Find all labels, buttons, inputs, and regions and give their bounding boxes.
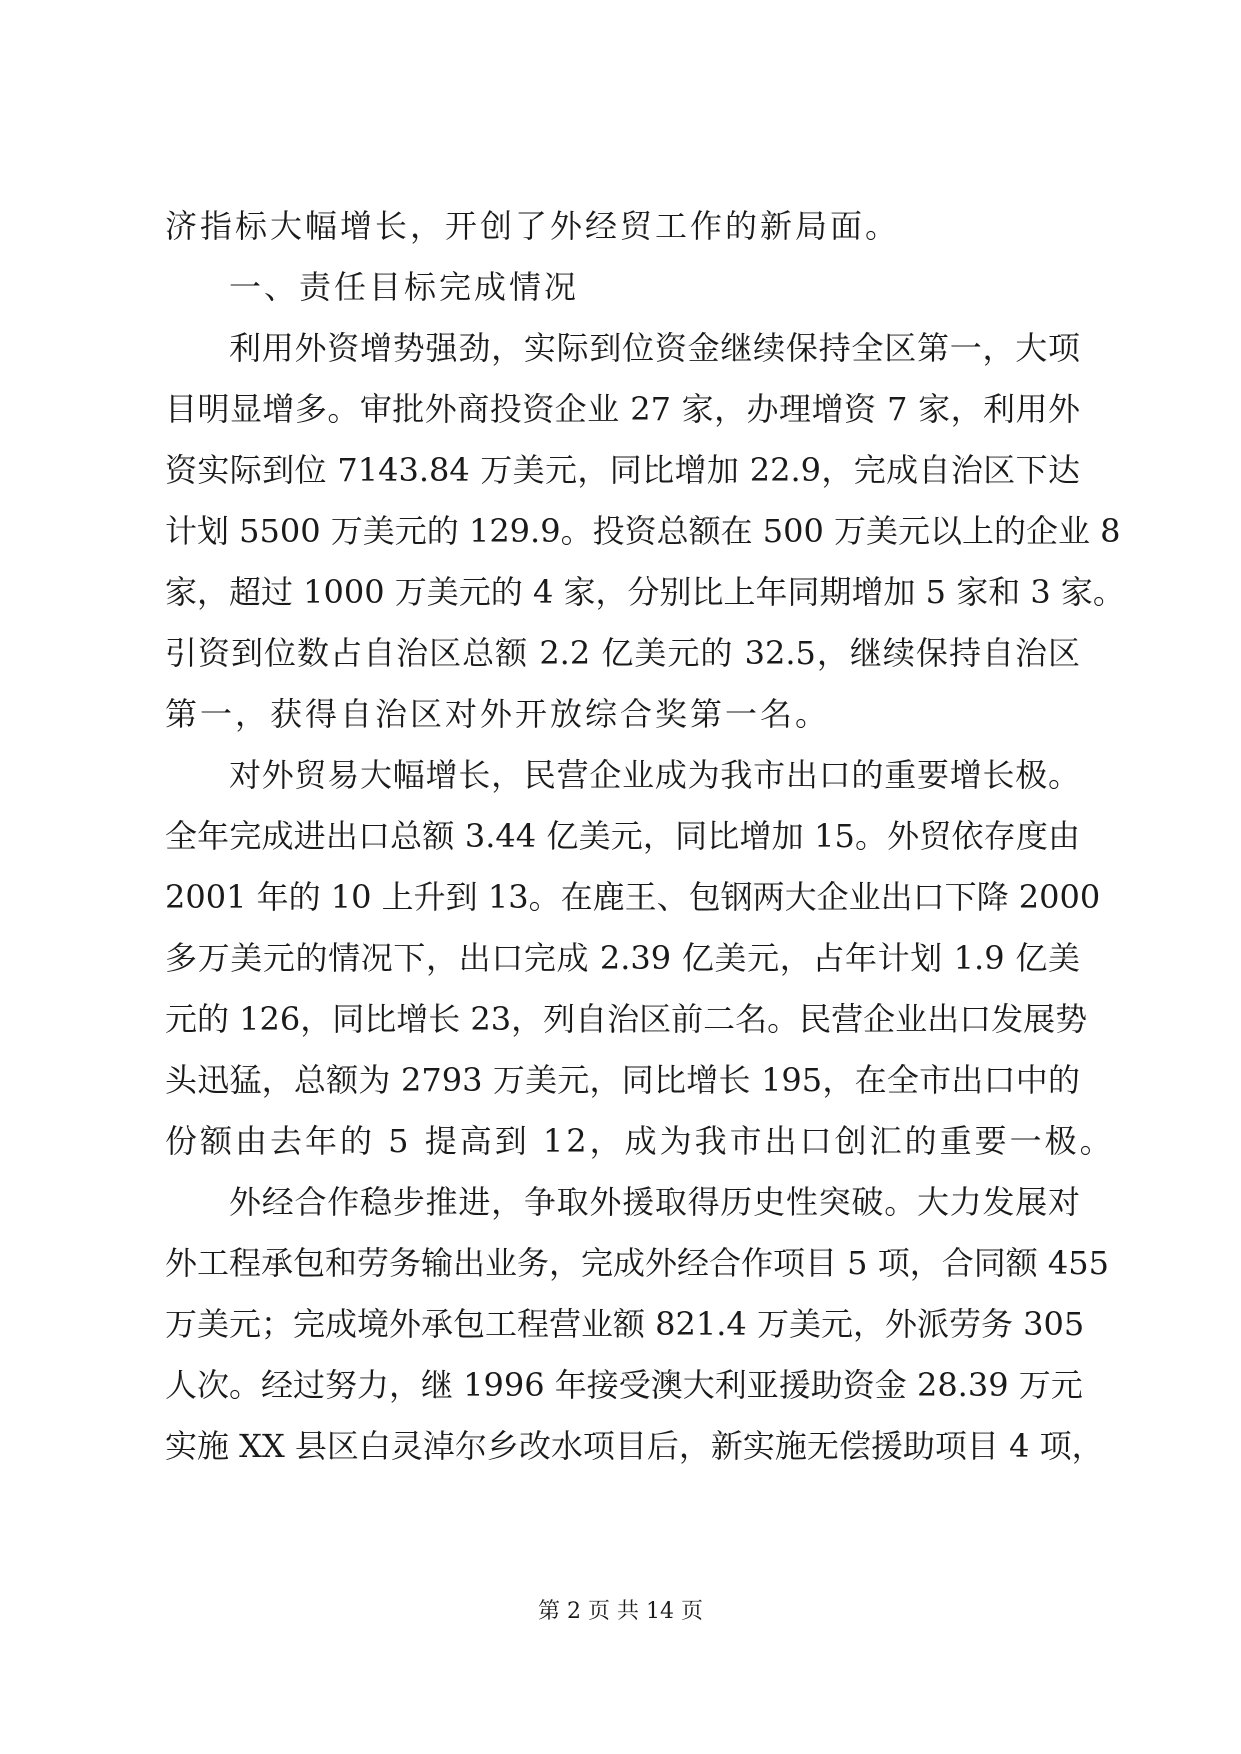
paragraph-line: 2001 年的 10 上升到 13。在鹿王、包钢两大企业出口下降 2000 xyxy=(165,878,1101,916)
paragraph-line: 元的 126，同比增长 23，列自治区前二名。民营企业出口发展势 xyxy=(165,1000,1088,1038)
paragraph-line: 第一，获得自治区对外开放综合奖第一名。 xyxy=(165,695,831,733)
section-heading: 一、责任目标完成情况 xyxy=(229,268,580,306)
paragraph-line: 实施 XX 县区白灵淖尔乡改水项目后，新实施无偿援助项目 4 项， xyxy=(165,1427,1104,1465)
paragraph-line: 外经合作稳步推进，争取外援取得历史性突破。大力发展对 xyxy=(229,1183,1080,1221)
page-number-footer: 第 2 页 共 14 页 xyxy=(538,1599,703,1624)
paragraph-line: 引资到位数占自治区总额 2.2 亿美元的 32.5，继续保持自治区 xyxy=(165,634,1080,672)
paragraph-line: 全年完成进出口总额 3.44 亿美元，同比增加 15。外贸依存度由 xyxy=(165,817,1080,855)
paragraph-line: 多万美元的情况下，出口完成 2.39 亿美元，占年计划 1.9 亿美 xyxy=(165,939,1080,977)
paragraph-line: 济指标大幅增长，开创了外经贸工作的新局面。 xyxy=(165,207,901,245)
paragraph-line: 目明显增多。审批外商投资企业 27 家，办理增资 7 家，利用外 xyxy=(165,390,1080,428)
paragraph-line: 计划 5500 万美元的 129.9。投资总额在 500 万美元以上的企业 8 xyxy=(165,512,1121,550)
paragraph-line: 人次。经过努力，继 1996 年接受澳大利亚援助资金 28.39 万元 xyxy=(165,1366,1083,1404)
paragraph-line: 利用外资增势强劲，实际到位资金继续保持全区第一，大项 xyxy=(229,329,1080,367)
paragraph-line: 家，超过 1000 万美元的 4 家，分别比上年同期增加 5 家和 3 家。 xyxy=(165,573,1125,611)
paragraph-line: 资实际到位 7143.84 万美元，同比增加 22.9，完成自治区下达 xyxy=(165,451,1080,489)
paragraph-line: 对外贸易大幅增长，民营企业成为我市出口的重要增长极。 xyxy=(229,756,1080,794)
paragraph-line: 头迅猛，总额为 2793 万美元，同比增长 195，在全市出口中的 xyxy=(165,1061,1080,1099)
document-body xyxy=(165,196,1125,1477)
paragraph-line: 份额由去年的 5 提高到 12，成为我市出口创汇的重要一极。 xyxy=(165,1122,1115,1160)
paragraph-line: 外工程承包和劳务输出业务，完成外经合作项目 5 项，合同额 455 xyxy=(165,1244,1109,1282)
paragraph-line: 万美元；完成境外承包工程营业额 821.4 万美元，外派劳务 305 xyxy=(165,1305,1085,1343)
